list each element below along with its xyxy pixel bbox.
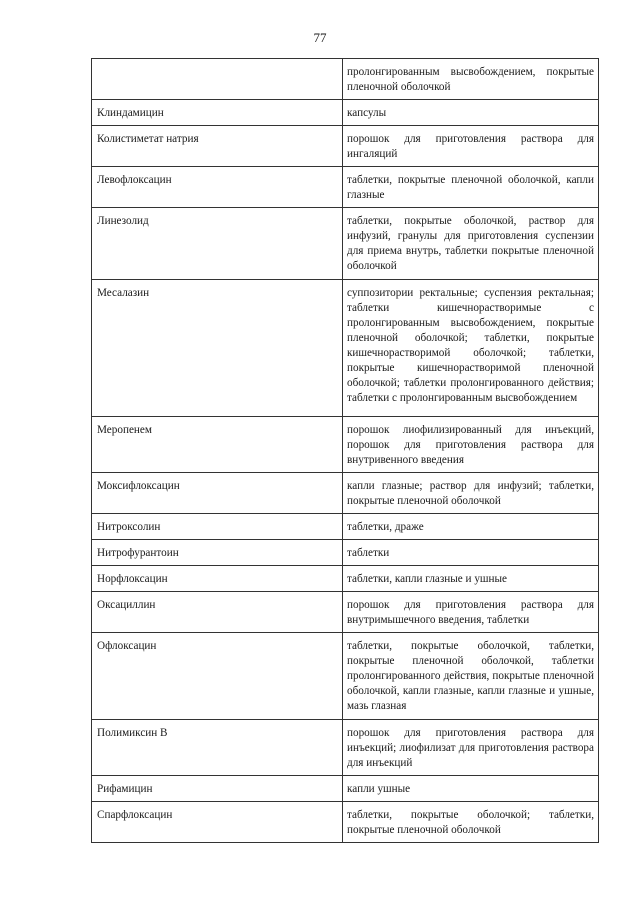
- dosage-form-cell: таблетки, драже: [343, 514, 599, 540]
- drug-name-cell: Меропенем: [92, 417, 343, 473]
- table-row: [92, 592, 599, 633]
- drug-name-cell: Рифамицин: [92, 776, 343, 802]
- drug-name-cell: Линезолид: [92, 208, 343, 280]
- drug-name-cell: Норфлоксацин: [92, 566, 343, 592]
- drug-name-cell: Нитрофурантоин: [92, 540, 343, 566]
- drug-name-cell: [92, 59, 343, 100]
- table-row: [92, 100, 599, 126]
- dosage-form-cell: порошок для приготовления раствора для ингаляций: [343, 126, 599, 167]
- table-row: [92, 208, 599, 280]
- drug-name-cell: Спарфлоксацин: [92, 802, 343, 843]
- table-row: [92, 417, 599, 473]
- dosage-form-cell: порошок для приготовления раствора для внутримышечного введения, таблетки: [343, 592, 599, 633]
- table-row: [92, 802, 599, 843]
- dosage-form-cell: таблетки: [343, 540, 599, 566]
- table-row: [92, 720, 599, 776]
- drug-name-cell: Колистиметат натрия: [92, 126, 343, 167]
- drug-name-cell: Месалазин: [92, 280, 343, 417]
- dosage-form-cell: порошок для приготовления раствора для инъекций; лиофилизат для приготовления раствора для инъекций: [343, 720, 599, 776]
- drug-name-cell: Клиндамицин: [92, 100, 343, 126]
- table-row: [92, 540, 599, 566]
- table-row: [92, 167, 599, 208]
- page-number: 77: [313, 30, 327, 45]
- table-row: [92, 473, 599, 514]
- table-row: [92, 633, 599, 720]
- drug-name-cell: Левофлоксацин: [92, 167, 343, 208]
- drug-name-cell: Моксифлоксацин: [92, 473, 343, 514]
- dosage-form-cell: капли ушные: [343, 776, 599, 802]
- table-row: [92, 776, 599, 802]
- dosage-form-cell: капли глазные; раствор для инфузий; таблетки, покрытые пленочной оболочкой: [343, 473, 599, 514]
- dosage-form-cell: капсулы: [343, 100, 599, 126]
- dosage-form-cell: суппозитории ректальные; суспензия ректальная; таблетки кишечнорастворимые с пролонгированным высвобождением, покрытые пленочной оболочкой; таблетки, покрытые кишечнорастворимой оболочкой; таблетки, покрытые кишечнорастворимой пленочной оболочкой; таблетки пролонгированного действия; таблетки с пролонгированным высвобождением: [343, 280, 599, 417]
- dosage-form-cell: таблетки, капли глазные и ушные: [343, 566, 599, 592]
- drug-table: [91, 58, 599, 843]
- dosage-form-cell: таблетки, покрытые пленочной оболочкой, капли глазные: [343, 167, 599, 208]
- dosage-form-cell: таблетки, покрытые оболочкой; таблетки, покрытые пленочной оболочкой: [343, 802, 599, 843]
- dosage-form-cell: пролонгированным высвобождением, покрытые пленочной оболочкой: [343, 59, 599, 100]
- drug-name-cell: Офлоксацин: [92, 633, 343, 720]
- drug-name-cell: Полимиксин В: [92, 720, 343, 776]
- table-row: [92, 126, 599, 167]
- table-row: [92, 566, 599, 592]
- drug-name-cell: Нитроксолин: [92, 514, 343, 540]
- dosage-form-cell: таблетки, покрытые оболочкой, раствор для инфузий, гранулы для приготовления суспензии для приема внутрь, таблетки покрытые пленочной оболочкой: [343, 208, 599, 280]
- table-row: [92, 514, 599, 540]
- dosage-form-cell: порошок лиофилизированный для инъекций, порошок для приготовления раствора для внутривенного введения: [343, 417, 599, 473]
- table-row: [92, 280, 599, 417]
- drug-name-cell: Оксациллин: [92, 592, 343, 633]
- dosage-form-cell: таблетки, покрытые оболочкой, таблетки, покрытые пленочной оболочкой, таблетки пролонгированного действия, покрытые пленочной оболочкой, капли глазные, капли глазные и ушные, мазь глазная: [343, 633, 599, 720]
- table-row: [92, 59, 599, 100]
